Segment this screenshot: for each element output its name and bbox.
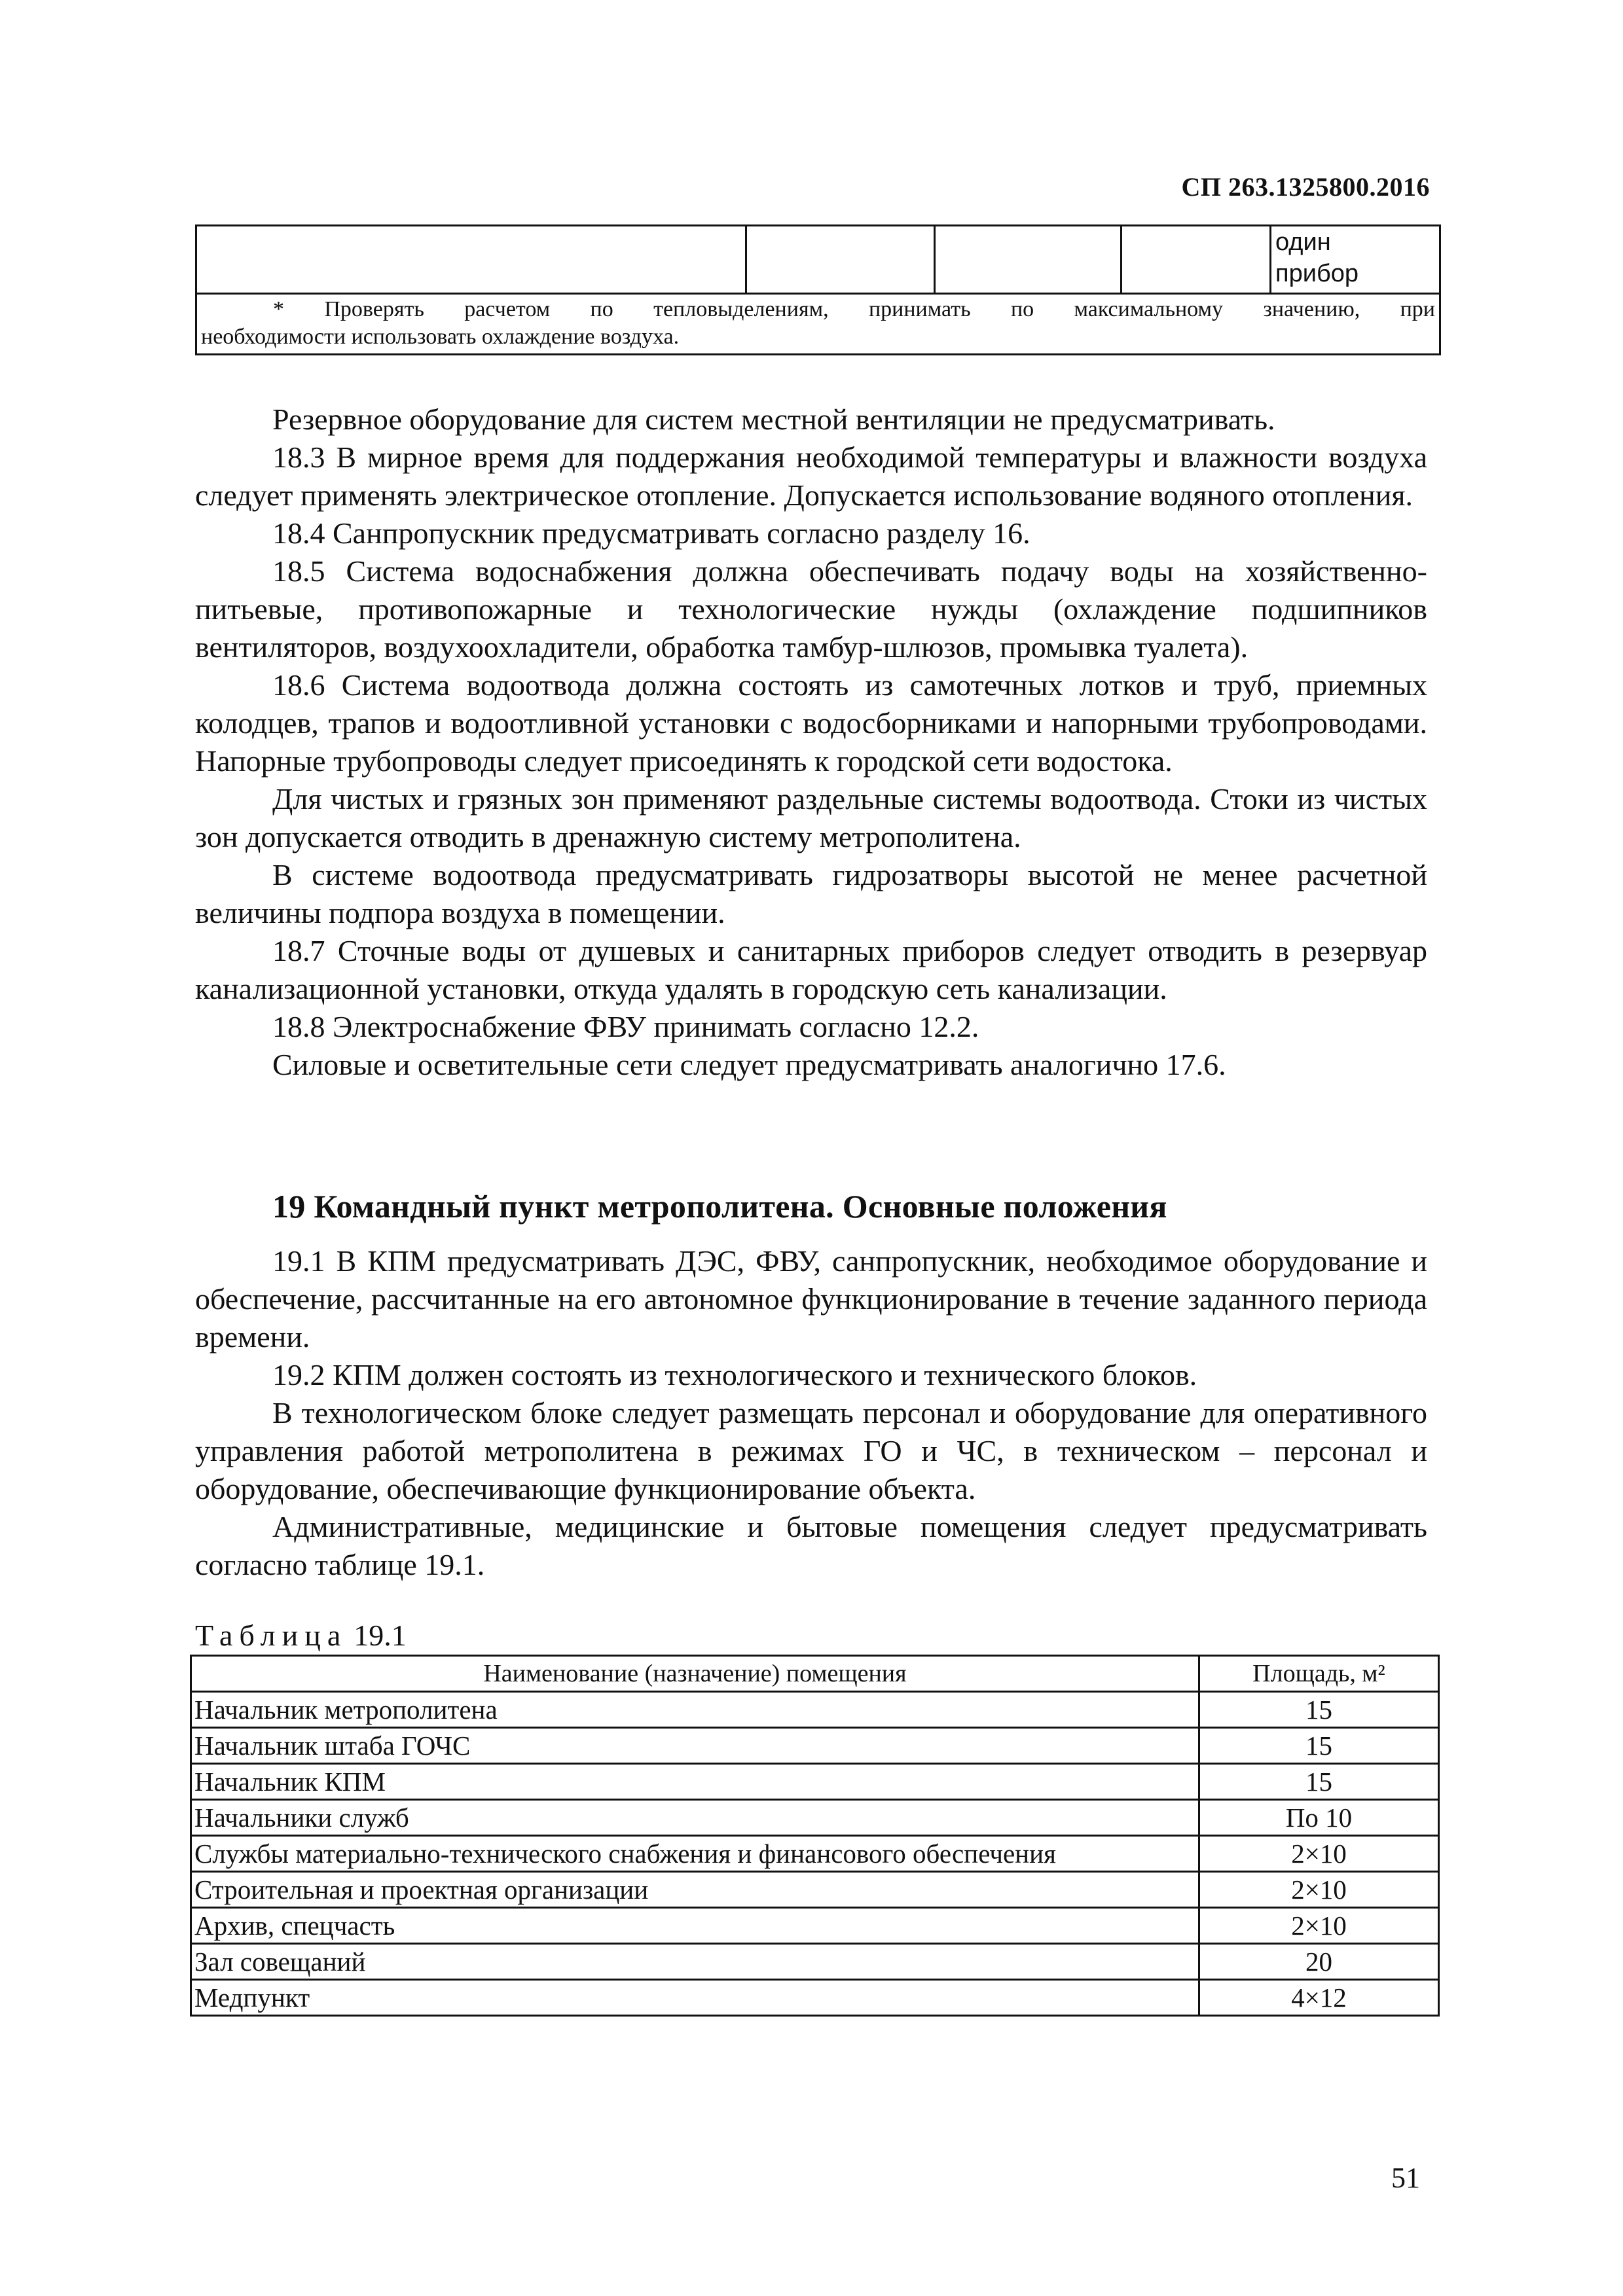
table-row [191,1764,1439,1800]
table-footnote-row [196,294,1440,355]
room-name-cell: Начальник метрополитена [191,1692,1199,1728]
document-code: СП 263.1325800.2016 [1181,172,1430,202]
room-area-cell: По 10 [1199,1800,1439,1836]
table-row [191,1944,1439,1980]
footnote-line: * Проверять расчетом по тепловыделениям, принимать по максимальному значению, при [273,297,1435,321]
table-row [196,226,1440,294]
room-area-cell: 2×10 [1199,1836,1439,1872]
footnote-line: необходимости использовать охлаждение воздуха. [201,325,680,349]
table-header-row [191,1656,1439,1692]
room-name-cell: Архив, спецчасть [191,1908,1199,1944]
table-row [191,1908,1439,1944]
paragraph: Силовые и осветительные сети следует предусматривать аналогично 17.6. [272,1048,1226,1081]
room-name-cell: Службы материально-технического снабжения и финансового обеспечения [191,1836,1199,1872]
room-area-cell: 15 [1199,1764,1439,1800]
table-cell [196,226,746,294]
cell-text-line: прибор [1275,260,1359,287]
continued-table-fragment [195,224,1441,355]
paragraph: 18.3 В мирное время для поддержания необходимой температуры и влажности воздуха следует применять электрическое отопление. Допускается использование водяного отопления. [195,440,1427,512]
paragraph: Административные, медицинские и бытовые помещения следует предусматривать согласно таблице 19.1. [195,1510,1427,1581]
body-text [195,401,1427,1084]
section-body-text [195,1242,1427,1584]
room-area-cell: 15 [1199,1692,1439,1728]
paragraph: Для чистых и грязных зон применяют раздельные системы водоотвода. Стоки из чистых зон допускается отводить в дренажную систему метрополитена. [195,782,1427,853]
room-area-cell: 20 [1199,1944,1439,1980]
room-area-cell: 2×10 [1199,1872,1439,1908]
table-row [191,1728,1439,1764]
paragraph: Резервное оборудование для систем местной вентиляции не предусматривать. [272,403,1275,436]
room-name-cell: Начальник штаба ГОЧС [191,1728,1199,1764]
paragraph: 19.2 КПМ должен состоять из технологического и технического блоков. [272,1358,1197,1391]
table-row [191,1800,1439,1836]
room-area-cell: 15 [1199,1728,1439,1764]
table-row [191,1692,1439,1728]
room-name-cell: Начальник КПМ [191,1764,1199,1800]
rooms-area-table [190,1655,1440,2017]
paragraph: 18.8 Электроснабжение ФВУ принимать согласно 12.2. [272,1010,979,1043]
table-caption-number: 19.1 [354,1619,407,1652]
paragraph: 18.4 Санпропускник предусматривать согласно разделу 16. [272,516,1030,550]
paragraph: 18.7 Сточные воды от душевых и санитарных приборов следует отводить в резервуар канализационной установки, откуда удалять в городскую сеть канализации. [195,934,1427,1005]
table-caption-word: Таблица [195,1619,348,1652]
table-row [191,1980,1439,2016]
table-cell [746,226,935,294]
table-cell [935,226,1122,294]
column-header-area: Площадь, м² [1199,1656,1439,1692]
room-area-cell: 2×10 [1199,1908,1439,1944]
paragraph: В технологическом блоке следует размещать персонал и оборудование для оперативного управления работой метрополитена в режимах ГО и ЧС, в техническом – персонал и оборудование, обеспечивающие функционирование объекта. [195,1396,1427,1505]
cell-text-line: один [1275,228,1331,256]
table-cell [1271,226,1440,294]
table-footnote [196,294,1440,355]
room-name-cell: Зал совещаний [191,1944,1199,1980]
paragraph: 18.5 Система водоснабжения должна обеспечивать подачу воды на хозяйственно-питьевые, противопожарные и технологические нужды (охлаждение подшипников вентиляторов, воздухоохладители, обработка тамбур-шлюзов, промывка туалета). [195,554,1427,664]
room-name-cell: Медпункт [191,1980,1199,2016]
page-number: 51 [1391,2162,1420,2194]
room-name-cell: Строительная и проектная организации [191,1872,1199,1908]
table-row [191,1836,1439,1872]
paragraph: В системе водоотвода предусматривать гидрозатворы высотой не менее расчетной величины подпора воздуха в помещении. [195,858,1427,929]
column-header-name: Наименование (назначение) помещения [191,1656,1199,1692]
paragraph: 18.6 Система водоотвода должна состоять из самотечных лотков и труб, приемных колодцев, трапов и водоотливной установки с водосборниками и напорными трубопроводами. Напорные трубопроводы следует присоединять к городской сети водостока. [195,668,1427,778]
section-heading: 19 Командный пункт метрополитена. Основные положения [272,1188,1167,1225]
table-row [191,1872,1439,1908]
table-cell [1122,226,1271,294]
room-area-cell: 4×12 [1199,1980,1439,2016]
table-caption [195,1618,407,1653]
room-name-cell: Начальники служб [191,1800,1199,1836]
paragraph: 19.1 В КПМ предусматривать ДЭС, ФВУ, санпропускник, необходимое оборудование и обеспечение, рассчитанные на его автономное функционирование в течение заданного периода времени. [195,1244,1427,1354]
